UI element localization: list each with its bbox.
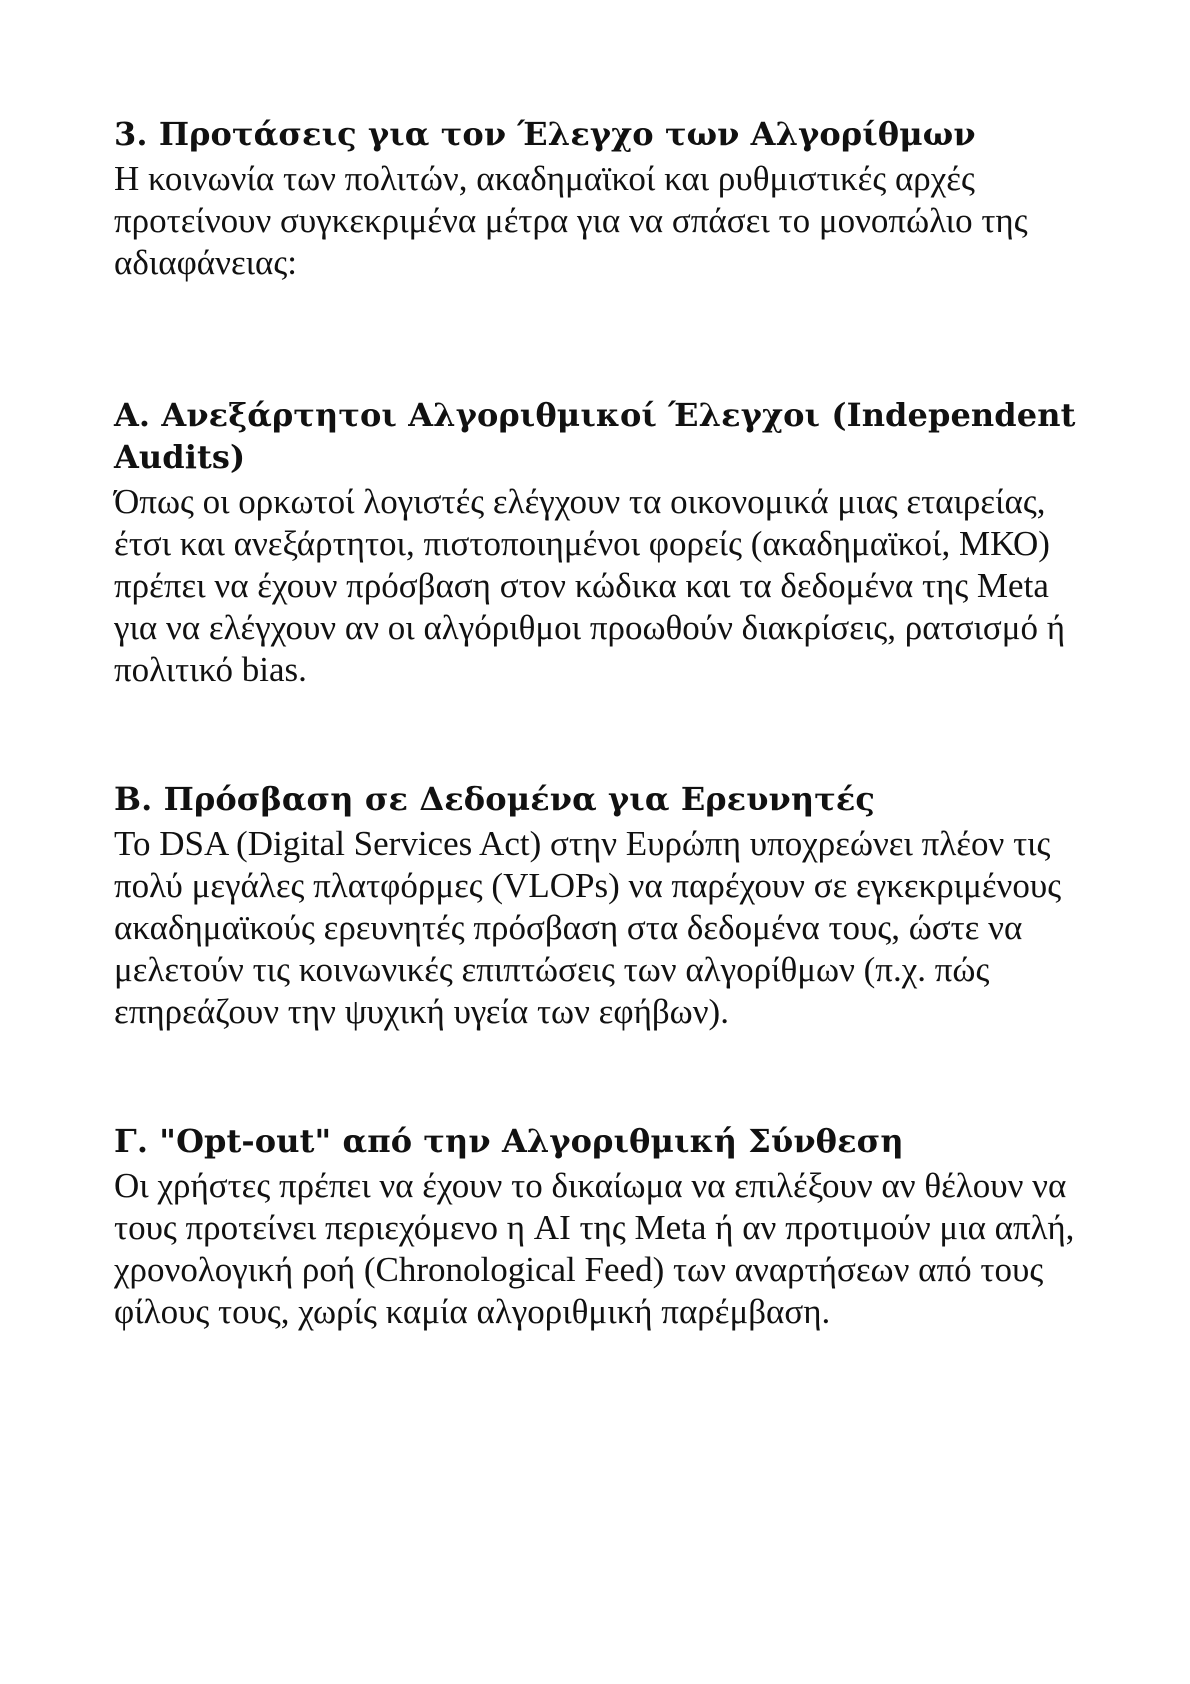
section-body: Οι χρήστες πρέπει να έχουν το δικαίωμα να επιλέξουν αν θέλουν να τους προτείνει περιεχόμενο η AI της Meta ή αν προτιμούν μια απλή, χρονολογική ροή (Chronological Feed) των αναρτήσεων από τους φίλους τους, χωρίς καμία αλγοριθμική παρέμβαση. xyxy=(114,1166,1075,1331)
section-researcher-data-access xyxy=(114,778,1094,1033)
section-body: Όπως οι ορκωτοί λογιστές ελέγχουν τα οικονομικά μιας εταιρείας, έτσι και ανεξάρτητοι, πιστοποιημένοι φορείς (ακαδημαϊκοί, ΜΚΟ) πρέπει να έχουν πρόσβαση στον κώδικα και τα δεδομένα της Meta για να ελέγχουν αν οι αλγόριθμοι προωθούν διακρίσεις, ρατσισμό ή πολιτικό bias. xyxy=(114,482,1066,689)
section-opt-out xyxy=(114,1120,1094,1333)
section-heading: B. Πρόσβαση σε Δεδομένα για Ερευνητές xyxy=(114,780,875,818)
section-proposals xyxy=(114,113,1094,284)
section-body: Η κοινωνία των πολιτών, ακαδημαϊκοί και ρυθμιστικές αρχές προτείνουν συγκεκριμένα μέτρα για να σπάσει το μονοπώλιο της αδιαφάνειας: xyxy=(114,159,1028,282)
section-heading: A. Ανεξάρτητοι Αλγοριθμικοί Έλεγχοι (Independent Audits) xyxy=(114,396,1076,476)
document-content xyxy=(114,113,1094,1333)
section-heading: Γ. "Opt-out" από την Αλγοριθμική Σύνθεση xyxy=(114,1122,904,1160)
section-body: Το DSA (Digital Services Act) στην Ευρώπη υποχρεώνει πλέον τις πολύ μεγάλες πλατφόρμες (VLOPs) να παρέχουν σε εγκεκριμένους ακαδημαϊκούς ερευνητές πρόσβαση στα δεδομένα τους, ώστε να μελετούν τις κοινωνικές επιπτώσεις των αλγορίθμων (π.χ. πώς επηρεάζουν την ψυχική υγεία των εφήβων). xyxy=(114,824,1062,1031)
section-independent-audits xyxy=(114,394,1094,691)
section-heading: 3. Προτάσεις για τον Έλεγχο των Αλγορίθμων xyxy=(114,115,976,153)
